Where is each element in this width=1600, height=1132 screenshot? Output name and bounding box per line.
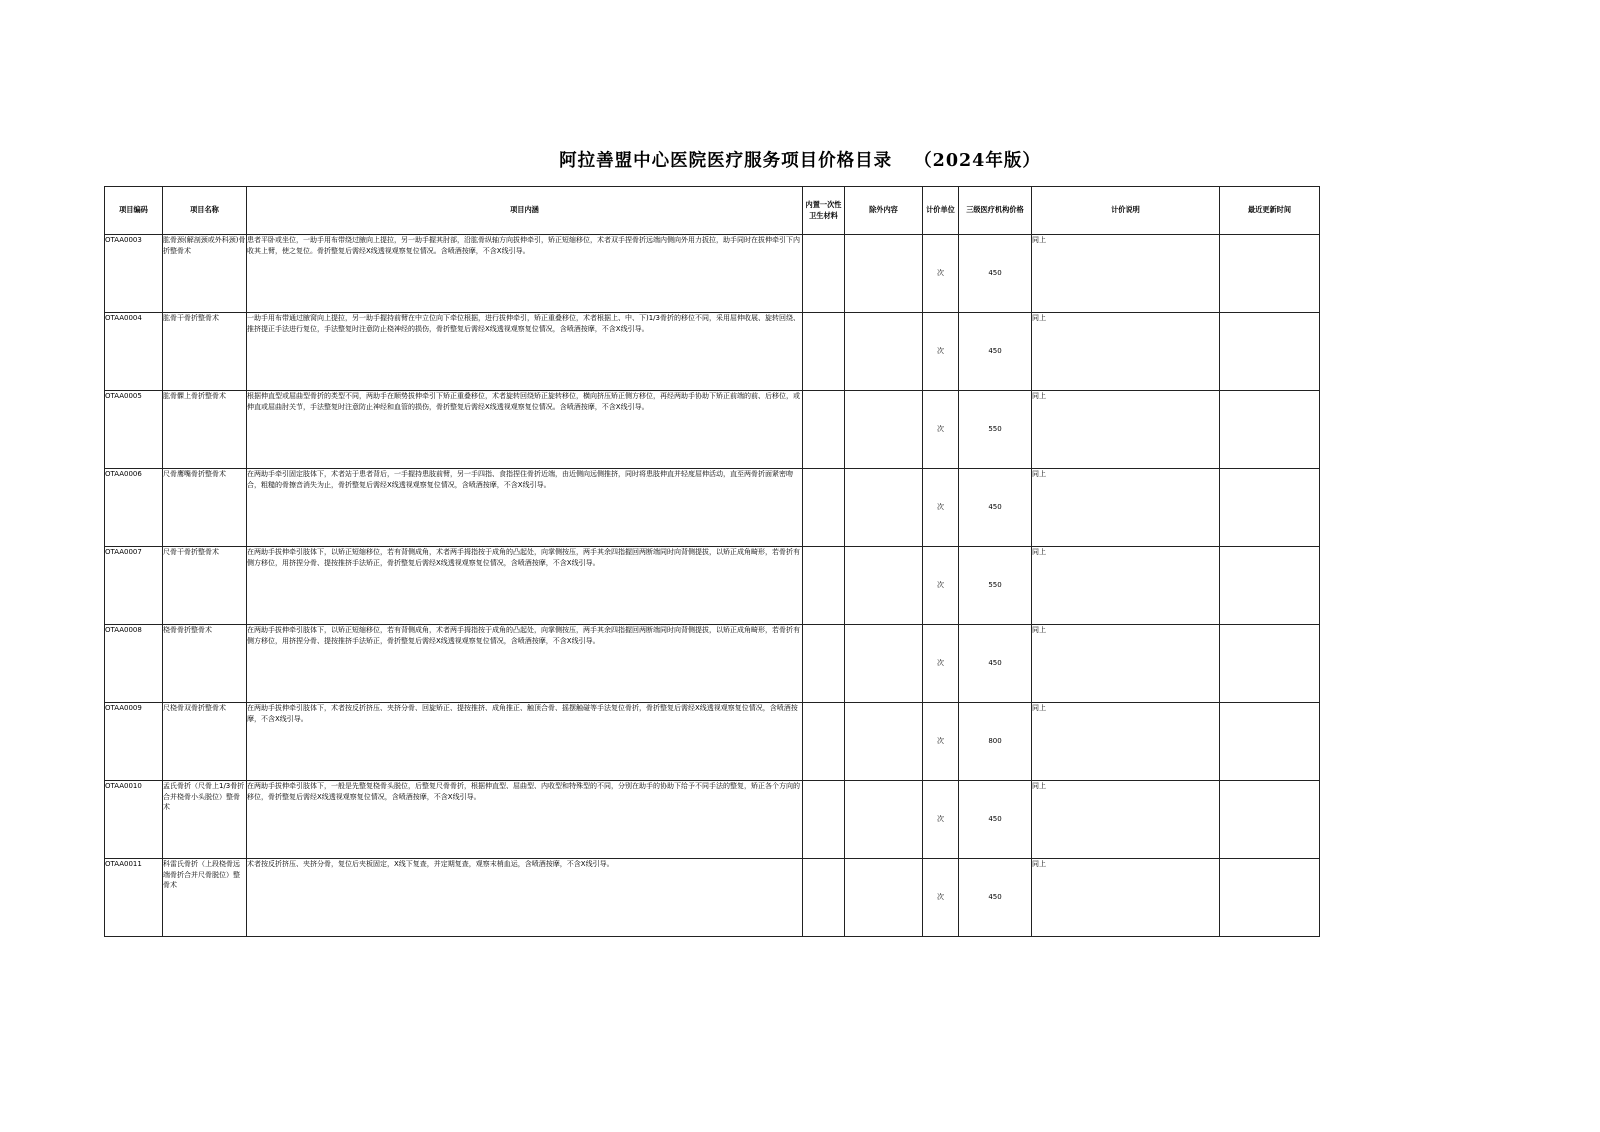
- cell-price: 450: [959, 469, 1032, 547]
- cell-code: OTAA0006: [105, 469, 163, 547]
- cell-consumables: [803, 703, 845, 781]
- table-row: [105, 703, 1320, 781]
- cell-note: 同上: [1032, 703, 1220, 781]
- cell-unit: 次: [923, 313, 959, 391]
- header-unit: 计价单位: [923, 187, 959, 235]
- cell-code: OTAA0007: [105, 547, 163, 625]
- cell-updated: [1220, 469, 1320, 547]
- cell-exclusions: [845, 313, 923, 391]
- cell-unit: 次: [923, 235, 959, 313]
- cell-note: 同上: [1032, 859, 1220, 937]
- table-header-row: [105, 187, 1320, 235]
- cell-price: 550: [959, 547, 1032, 625]
- cell-content: 在两助手拔伸牵引肢体下，以矫正短缩移位，若有背侧成角，术者两手拇指按于成角的凸起处，向掌侧按压，两手其余四指握回两断端同时向背侧提拔，以矫正成角畸形，若骨折有侧方移位，用挤捏分骨、提按推挤手法矫正，骨折整复后需经X线透视观察复位情况，含喷酒按摩，不含X线引导。: [247, 625, 803, 703]
- cell-name: 肱骨干骨折整骨术: [163, 313, 247, 391]
- cell-code: OTAA0003: [105, 235, 163, 313]
- cell-updated: [1220, 391, 1320, 469]
- cell-unit: 次: [923, 391, 959, 469]
- cell-consumables: [803, 547, 845, 625]
- cell-updated: [1220, 781, 1320, 859]
- cell-content: 在两助手牵引固定肢体下，术者站于患者背后，一手握持患肢前臂，另一手四指、食指捏住骨折近端，由近侧向远侧推挤，同时将患肢伸直并轻度屈伸活动，直至两骨折面紧密吻合，粗糙的骨擦音消失为止，骨折整复后需经X线透视观察复位情况，含喷酒按摩，不含X线引导。: [247, 469, 803, 547]
- cell-exclusions: [845, 235, 923, 313]
- cell-name: 桡骨骨折整骨术: [163, 625, 247, 703]
- cell-code: OTAA0011: [105, 859, 163, 937]
- cell-consumables: [803, 391, 845, 469]
- cell-name: 肱骨髁上骨折整骨术: [163, 391, 247, 469]
- table-row: [105, 625, 1320, 703]
- document-title-main: 阿拉善盟中心医院医疗服务项目价格目录: [559, 151, 893, 171]
- cell-code: OTAA0008: [105, 625, 163, 703]
- table-row: [105, 313, 1320, 391]
- cell-price: 450: [959, 781, 1032, 859]
- table-row: [105, 781, 1320, 859]
- cell-unit: 次: [923, 547, 959, 625]
- header-consumables: 内置一次性卫生材料: [803, 187, 845, 235]
- cell-unit: 次: [923, 703, 959, 781]
- cell-content: 在两助手拔伸牵引肢体下，以矫正短缩移位，若有背侧成角，术者两手拇指按于成角的凸起处，向掌侧按压，两手其余四指握回两断端同时向背侧提拔，以矫正成角畸形，若骨折有侧方移位，用挤捏分骨、提按推挤手法矫正，骨折整复后需经X线透视观察复位情况，含喷酒按摩，不含X线引导。: [247, 547, 803, 625]
- cell-name: 科雷氏骨折（上段桡骨远端骨折合并尺骨脱位）整骨术: [163, 859, 247, 937]
- cell-name: 尺骨干骨折整骨术: [163, 547, 247, 625]
- document-edition: （2024年版）: [914, 151, 1041, 171]
- cell-price: 450: [959, 235, 1032, 313]
- cell-unit: 次: [923, 469, 959, 547]
- cell-consumables: [803, 235, 845, 313]
- table-row: [105, 547, 1320, 625]
- cell-updated: [1220, 625, 1320, 703]
- header-updated: 最近更新时间: [1220, 187, 1320, 235]
- cell-note: 同上: [1032, 391, 1220, 469]
- table-row: [105, 469, 1320, 547]
- cell-content: 在两助手拔伸牵引肢体下，术者按反折挤压、夹挤分骨、回旋矫正、提按推挤、成角推正、触顶合骨、摇摆触碰等手法复位骨折，骨折整复后需经X线透视观察复位情况，含喷酒按摩，不含X线引导。: [247, 703, 803, 781]
- cell-note: 同上: [1032, 235, 1220, 313]
- cell-price: 550: [959, 391, 1032, 469]
- cell-consumables: [803, 313, 845, 391]
- document-title: [0, 147, 1600, 172]
- header-code: 项目编码: [105, 187, 163, 235]
- cell-content: 患者平卧或坐位，一助手用布带绕过腋向上提拉，另一助手握其肘部，沿肱骨纵轴方向拔伸牵引，矫正短缩移位，术者双手捏骨折远端内侧向外用力扳拉，助手同时在拔伸牵引下内收其上臂，使之复位。骨折整复后需经X线透视观察复位情况。含喷酒按摩，不含X线引导。: [247, 235, 803, 313]
- cell-exclusions: [845, 781, 923, 859]
- cell-exclusions: [845, 547, 923, 625]
- cell-content: 术者按反折挤压、夹挤分骨，复位后夹板固定，X线下复查，并定期复查，观察末梢血运，含喷酒按摩，不含X线引导。: [247, 859, 803, 937]
- cell-unit: 次: [923, 781, 959, 859]
- header-name: 项目名称: [163, 187, 247, 235]
- cell-name: 肱骨颈(解剖颈或外科颈)骨折整骨术: [163, 235, 247, 313]
- header-exclusions: 除外内容: [845, 187, 923, 235]
- cell-updated: [1220, 313, 1320, 391]
- header-note: 计价说明: [1032, 187, 1220, 235]
- cell-code: OTAA0009: [105, 703, 163, 781]
- cell-code: OTAA0010: [105, 781, 163, 859]
- cell-name: 孟氏骨折（尺骨上1/3骨折合并桡骨小头脱位）整骨术: [163, 781, 247, 859]
- table-row: [105, 391, 1320, 469]
- cell-exclusions: [845, 469, 923, 547]
- cell-content: 在两助手拔伸牵引肢体下，一般是先整复桡骨头脱位，后整复尺骨骨折，根据伸直型、屈曲型、内收型和特殊型的不同，分别在助手的协助下给予不同手法的整复，矫正各个方向的移位，骨折整复后需经X线透视观察复位情况，含喷酒按摩，不含X线引导。: [247, 781, 803, 859]
- cell-code: OTAA0005: [105, 391, 163, 469]
- table-row: [105, 235, 1320, 313]
- cell-content: 一助手用布带通过腋窝向上提拉，另一助手握持前臂在中立位向下牵位根据，进行拔伸牵引，矫正重叠移位，术者根据上、中、下)1/3骨折的移位不同，采用屈伸收展、旋转回绕、推挤提正手法进行复位，手法整复时注意防止桡神经的损伤，骨折整复后需经X线透视观察复位情况，含喷酒按摩，不含X线引导。: [247, 313, 803, 391]
- cell-exclusions: [845, 625, 923, 703]
- cell-consumables: [803, 625, 845, 703]
- cell-updated: [1220, 703, 1320, 781]
- cell-unit: 次: [923, 625, 959, 703]
- cell-price: 450: [959, 859, 1032, 937]
- cell-consumables: [803, 469, 845, 547]
- cell-note: 同上: [1032, 781, 1220, 859]
- cell-exclusions: [845, 859, 923, 937]
- cell-price: 450: [959, 313, 1032, 391]
- price-table: [104, 186, 1320, 937]
- cell-updated: [1220, 547, 1320, 625]
- cell-price: 800: [959, 703, 1032, 781]
- table-row: [105, 859, 1320, 937]
- cell-updated: [1220, 235, 1320, 313]
- cell-consumables: [803, 859, 845, 937]
- cell-exclusions: [845, 703, 923, 781]
- cell-note: 同上: [1032, 547, 1220, 625]
- cell-exclusions: [845, 391, 923, 469]
- cell-price: 450: [959, 625, 1032, 703]
- header-content: 项目内涵: [247, 187, 803, 235]
- header-price: 三级医疗机构价格: [959, 187, 1032, 235]
- cell-name: 尺骨鹰嘴骨折整骨术: [163, 469, 247, 547]
- cell-note: 同上: [1032, 469, 1220, 547]
- cell-content: 根据伸直型或屈曲型骨折的类型不同，两助手在顺势拔伸牵引下矫正重叠移位，术者旋转回绕矫正旋转移位，横向挤压矫正侧方移位，再经两助手协助下矫正前端的前、后移位，或伸直或屈曲肘关节，手法整复时注意防止神经和血管的损伤，骨折整复后需经X线透视观察复位情况。含喷酒按摩，不含X线引导。: [247, 391, 803, 469]
- cell-unit: 次: [923, 859, 959, 937]
- cell-name: 尺桡骨双骨折整骨术: [163, 703, 247, 781]
- cell-code: OTAA0004: [105, 313, 163, 391]
- cell-note: 同上: [1032, 313, 1220, 391]
- cell-note: 同上: [1032, 625, 1220, 703]
- cell-updated: [1220, 859, 1320, 937]
- cell-consumables: [803, 781, 845, 859]
